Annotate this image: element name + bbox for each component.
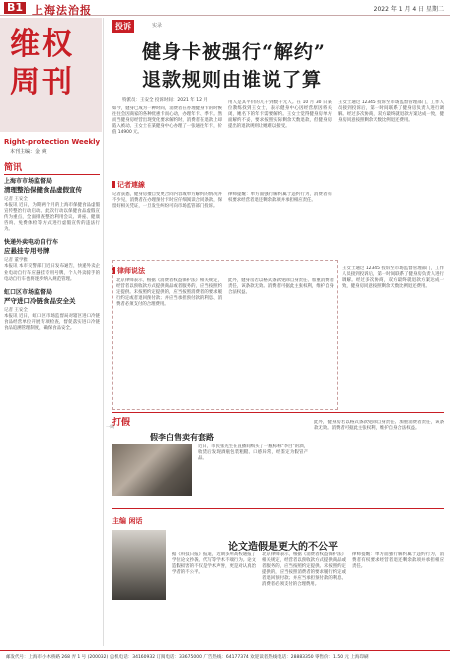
editor-credit: 本刊主编：金 爽 xyxy=(10,149,47,155)
section-brand xyxy=(0,18,102,132)
divider xyxy=(112,508,444,509)
brand-english: Right-protection Weekly xyxy=(4,138,101,146)
issue-date: 2022 年 1 月 4 日 星期二 xyxy=(373,6,444,13)
article-body: 王女士通过 12345 投诉至市场监督管理部门，工作人员接到投诉后，第一时间联系了健身房负责人进行调解。经过多次协商，双方最终就退款方案达成一致，健身房同意按照剩余天数比例退还费用。 xyxy=(338,100,444,124)
article-headline: 健身卡被强行“解约” 退款规则由谁说了算 xyxy=(142,41,326,91)
article-body: 此外，健身房若以格式条款免除自身责任、加重消费者责任，该条款无效。消费者可据此主张权利，维护自身合法权益。 xyxy=(314,420,444,432)
brief-item: 快递外卖电动自行车 应悬挂专用号牌 记者 董学雅 本报讯 本市交警部门近日发布通告，快递外卖企业电动自行车应悬挂专用号牌，个人外卖骑手的电动自行车也将逐步纳入规范管理。 xyxy=(4,239,100,282)
dagu-title: 假李白售卖有套路 xyxy=(150,433,214,442)
article-body: 此外，健身房若以格式条款免除自身责任、加重消费者责任，该条款无效。消费者可据此主张权利，维护自身合法权益。 xyxy=(228,278,334,296)
article-body: 北京律师表示，根据《消费者权益保护法》相关规定，经营者以预收款方式提供商品或者服务的，应当按照约定提供。未按照约定提供的，应当按照消费者的要求履行约定或者退回预付款；并应当承担预付款的利息、消费者必须支付的合理费用。 xyxy=(262,552,346,588)
article-byline: 特派员：王安全 投诉时间：2021 年 12 月 xyxy=(122,98,208,103)
brand-title: 维权 周刊 xyxy=(10,27,74,100)
liquor-photo xyxy=(112,444,192,496)
brief-heading: 简讯 xyxy=(4,160,100,175)
news-brief xyxy=(4,160,100,338)
section-heading: 记者連線 xyxy=(112,180,145,190)
brief-item: 上海市市场监督局 清理整治保健食品虚假宣传 记者 王安全 本报讯 近日，为期两个月的上海市保健食品虚假宣传整治行动启动。此次行动以保健食品虚假宣传为重点，全面排查整治利用会议、讲座、健康咨询、免费体检等方式进行虚假宣传的违法行为。 xyxy=(4,178,100,233)
article-body: 北京律师表示，根据《消费者权益保护法》相关规定，经营者以预收款方式提供商品或者服务的，应当按照约定提供。未按照约定提供的，应当按照消费者的要求履行约定或者退回预付款；并应当承担预付款的利息、消费者必须支付的合理费用。 xyxy=(116,278,222,308)
page-number: B1 xyxy=(4,2,26,14)
essay-title: 论文造假是更大的不公平 xyxy=(228,542,338,553)
column-tag-sub: 实录 xyxy=(152,23,163,29)
section-heading: 律师说法 xyxy=(112,266,145,276)
article-body: 如今，健身已成为一种时尚，消费者在办理健身卡的时候往往会因商家的各种优惠卡而心动，办理年卡、季卡。然而当健身房经营出现变化要求解约时，消费者在退款上却陷入被动。王女士在某健身中心办理了一张通往年卡，价值 14900 元。 xyxy=(112,106,222,136)
article-body: 王女士通过 12345 投诉至市场监督管理部门，工作人员接到投诉后，第一时间联系了健身房负责人进行调解。经过多次协商，双方最终就退款方案达成一致，健身房同意按照剩余天数比例退还费用。 xyxy=(342,266,444,290)
article-body: 律师提醒：单方面强行解约属于违约行为，消费者有权要求经营者退还剩余款项并承担相应责任。 xyxy=(228,192,332,204)
article-body: 近日，市民张先生在直播间购买了一瓶标称“李白”的酒，收货后发现酒瓶包装粗糙、口感异常，经鉴定为假冒产品。 xyxy=(198,444,308,462)
dagu-tag: 一周 xyxy=(106,424,114,429)
essay-tag: 主编 闲话 xyxy=(112,517,143,525)
author-portrait xyxy=(112,530,166,600)
newspaper-name: 上海法治报 xyxy=(32,4,92,17)
masthead-bar xyxy=(0,0,450,16)
page-footer: 邮发代号：上海市小木桥路 268 弄 1 号 (200032) 总机电话：34160932 订阅电话：33675000 广告热线：64177374 欢迎读者热线电话：28883350 零售价：1.50 元 上海印刷 xyxy=(0,650,450,668)
dagu-heading: 打假 xyxy=(112,418,131,428)
article-body: 记者获悉，健身房擅自变更合同内容或单方解约的情况并不少见，消费者在办理预付卡时应仔细阅读合同条款，保留好相关凭证，一旦发生纠纷可向市场监管部门投诉。 xyxy=(112,192,222,210)
article-body: 据《科技日报》报道，近期多所高校通报了学位论文抄袭、代写等学术不端行为。论文造假损害的不仅是学术声誉，更是对认真治学者的不公平。 xyxy=(172,552,256,576)
article-body: 律师提醒：单方面强行解约属于违约行为，消费者有权要求经营者退还剩余款项并承担相应责任。 xyxy=(352,552,444,570)
article-body: 用人是其平价的几千到数千元人。在 10 月 30 日某位教练找到王女士，表示健身中心因经营原因将关闭，她名下的年卡需要解约。王女士觉得健身房单方面解约不妥，要求按照实际剩余天数退款，但健身房提出的退款规则让她难以接受。 xyxy=(228,100,332,130)
divider xyxy=(112,412,444,413)
brief-item: 虹口区市场监督局 严守进口冷链食品安全关 记者 王安全 本报讯 近日，虹口区市场监督局对辖区进口冷链食品经营单位开展专项检查，督促落实进口冷链食品追溯管理制度，确保食品安全。 xyxy=(4,288,100,331)
column-tag: 投诉 xyxy=(112,20,134,33)
left-column xyxy=(0,18,104,646)
